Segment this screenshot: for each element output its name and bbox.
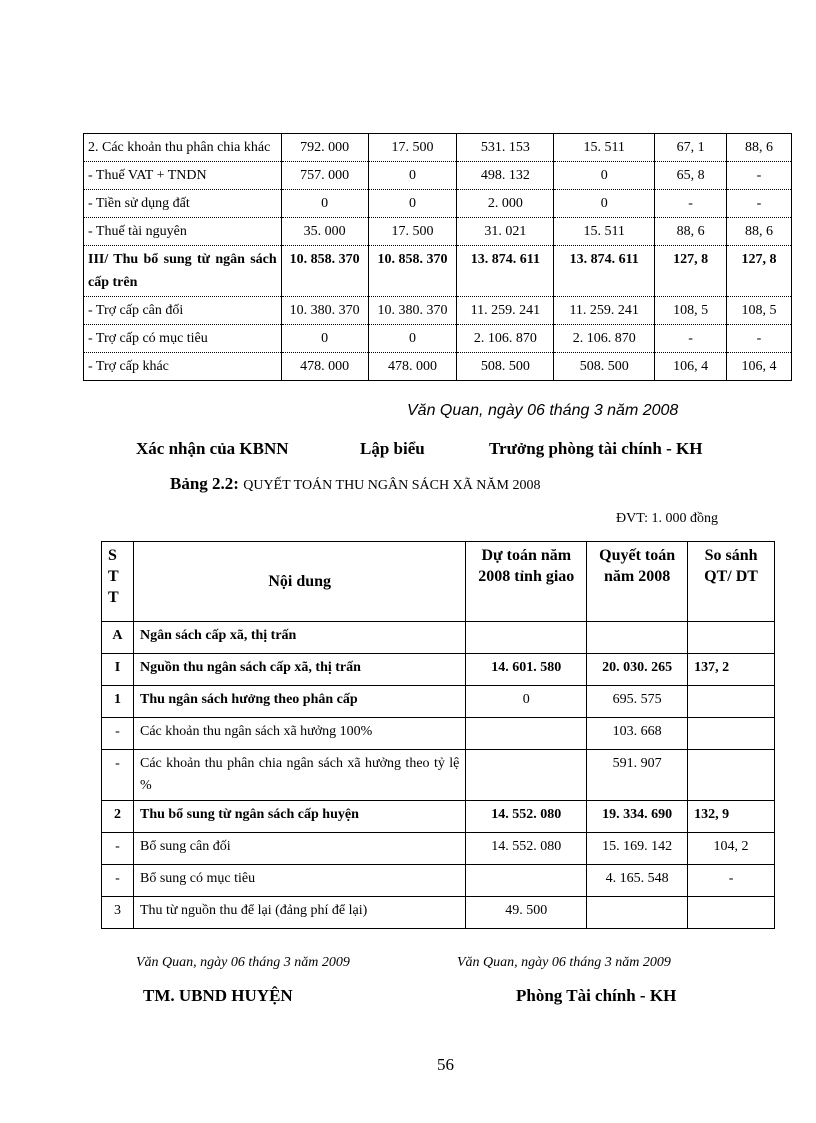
table2-cell-cmp: 132, 9 — [688, 801, 775, 833]
table1-row-label: - Thuế tài nguyên — [84, 218, 282, 246]
table1-cell-c1: 757. 000 — [281, 162, 368, 190]
table2-cell-stt: - — [102, 718, 134, 750]
table2-cell-label: Ngân sách cấp xã, thị trấn — [133, 622, 465, 654]
table1-cell-c3: 31. 021 — [457, 218, 554, 246]
table1-cell-c6: - — [727, 162, 792, 190]
table1-cell-c6: 106, 4 — [727, 353, 792, 381]
table1-row-label: - Tiền sử dụng đất — [84, 190, 282, 218]
table2-row — [102, 686, 775, 718]
table2-cell-label: Nguồn thu ngân sách cấp xã, thị trấn — [133, 654, 465, 686]
table2-cell-stt: 1 — [102, 686, 134, 718]
table1-cell-c3: 11. 259. 241 — [457, 297, 554, 325]
table2-cell-plan: 14. 552. 080 — [466, 833, 587, 865]
header-plan-text: Dự toán năm 2008 tỉnh giao — [478, 547, 575, 585]
table2-row — [102, 801, 775, 833]
table1-cell-c6: - — [727, 190, 792, 218]
table2-title — [170, 474, 540, 494]
table1-cell-c2: 0 — [368, 162, 457, 190]
header-content — [133, 542, 465, 622]
table1-row — [84, 134, 792, 162]
table1-cell-c6: - — [727, 325, 792, 353]
table2-title-prefix: Bảng 2.2: — [170, 474, 239, 493]
table1-cell-c2: 0 — [368, 190, 457, 218]
table2-cell-cmp — [688, 718, 775, 750]
table1-cell-c5: - — [655, 190, 727, 218]
table2-cell-label: Các khoản thu ngân sách xã hưởng 100% — [133, 718, 465, 750]
table1-cell-c4: 0 — [554, 190, 655, 218]
table1-cell-c6: 127, 8 — [727, 246, 792, 297]
table2-cell-stt: A — [102, 622, 134, 654]
table2-row — [102, 750, 775, 801]
header-plan — [466, 542, 587, 622]
table2-cell-label: Bổ sung cân đối — [133, 833, 465, 865]
sign-kbnn: Xác nhận của KBNN — [136, 439, 289, 458]
table1-row — [84, 218, 792, 246]
table2-cell-stt: - — [102, 833, 134, 865]
table1-cell-c3: 13. 874. 611 — [457, 246, 554, 297]
table1-row-label: III/ Thu bổ sung từ ngân sách cấp trên — [84, 246, 282, 297]
table2-cell-plan — [466, 865, 587, 897]
table2-cell-label: Bổ sung có mục tiêu — [133, 865, 465, 897]
table1-row — [84, 246, 792, 297]
table2-cell-plan: 49. 500 — [466, 897, 587, 929]
table2-cell-label: Thu bổ sung từ ngân sách cấp huyện — [133, 801, 465, 833]
table2-cell-final: 4. 165. 548 — [587, 865, 688, 897]
table1-cell-c6: 88, 6 — [727, 218, 792, 246]
table1-cell-c4: 2. 106. 870 — [554, 325, 655, 353]
date-line-1: Văn Quan, ngày 06 tháng 3 năm 2008 — [407, 402, 679, 419]
table1-cell-c5: 88, 6 — [655, 218, 727, 246]
table2-row — [102, 865, 775, 897]
table1-cell-c2: 478. 000 — [368, 353, 457, 381]
table2-row — [102, 897, 775, 929]
table2-cell-label: Thu từ nguồn thu để lại (đảng phí để lại) — [133, 897, 465, 929]
unit-label: ĐVT: 1. 000 đồng — [616, 511, 718, 526]
table2-row — [102, 622, 775, 654]
table1-cell-c4: 508. 500 — [554, 353, 655, 381]
header-compare-text: So sánh QT/ DT — [704, 547, 758, 585]
budget-table-2 — [101, 541, 775, 929]
table2-cell-cmp — [688, 750, 775, 801]
table1-row-label: - Trợ cấp cân đối — [84, 297, 282, 325]
table1-row — [84, 325, 792, 353]
table1-row — [84, 353, 792, 381]
table2-cell-plan: 14. 601. 580 — [466, 654, 587, 686]
sign-truong-phong: Trưởng phòng tài chính - KH — [489, 439, 703, 458]
page-number: 56 — [437, 1055, 454, 1074]
table2-cell-stt: I — [102, 654, 134, 686]
table1-cell-c5: 106, 4 — [655, 353, 727, 381]
table1-cell-c1: 0 — [281, 325, 368, 353]
table2-cell-plan — [466, 718, 587, 750]
table1-cell-c2: 17. 500 — [368, 218, 457, 246]
table1-row-label: 2. Các khoản thu phân chia khác — [84, 134, 282, 162]
table2-cell-final: 19. 334. 690 — [587, 801, 688, 833]
table1-cell-c1: 0 — [281, 190, 368, 218]
table1-row — [84, 190, 792, 218]
table2-cell-cmp — [688, 622, 775, 654]
table2-cell-label: Các khoản thu phân chia ngân sách xã hưởng theo tỷ lệ % — [133, 750, 465, 801]
table1-cell-c5: 127, 8 — [655, 246, 727, 297]
header-final-text: Quyết toán năm 2008 — [599, 547, 676, 585]
table1-cell-c2: 10. 380. 370 — [368, 297, 457, 325]
table2-cell-cmp — [688, 897, 775, 929]
table2-cell-label: Thu ngân sách hưởng theo phân cấp — [133, 686, 465, 718]
table1-cell-c1: 792. 000 — [281, 134, 368, 162]
table2-title-text: QUYẾT TOÁN THU NGÂN SÁCH XÃ NĂM 2008 — [243, 478, 541, 493]
table1-row-label: - Trợ cấp khác — [84, 353, 282, 381]
table1-cell-c5: - — [655, 325, 727, 353]
table1-row-label: - Thuế VAT + TNDN — [84, 162, 282, 190]
table1-row — [84, 297, 792, 325]
table1-cell-c3: 508. 500 — [457, 353, 554, 381]
table2-row — [102, 718, 775, 750]
table1-cell-c2: 10. 858. 370 — [368, 246, 457, 297]
date-line-2a: Văn Quan, ngày 06 tháng 3 năm 2009 — [136, 955, 350, 970]
table1-cell-c5: 65, 8 — [655, 162, 727, 190]
table2-row — [102, 833, 775, 865]
table1-cell-c1: 10. 380. 370 — [281, 297, 368, 325]
header-final — [587, 542, 688, 622]
sign-lap-bieu: Lập biểu — [360, 439, 425, 458]
table1-cell-c2: 17. 500 — [368, 134, 457, 162]
table1-row-label: - Trợ cấp có mục tiêu — [84, 325, 282, 353]
table1-cell-c1: 35. 000 — [281, 218, 368, 246]
table1-cell-c4: 13. 874. 611 — [554, 246, 655, 297]
table2-cell-stt: - — [102, 865, 134, 897]
date-line-2b: Văn Quan, ngày 06 tháng 3 năm 2009 — [457, 955, 671, 970]
table2-cell-plan — [466, 622, 587, 654]
table1-cell-c4: 15. 511 — [554, 134, 655, 162]
table2-row — [102, 654, 775, 686]
table1-row — [84, 162, 792, 190]
table2-cell-stt: - — [102, 750, 134, 801]
sign-ubnd: TM. UBND HUYỆN — [143, 986, 293, 1005]
table2-cell-final — [587, 897, 688, 929]
table2-cell-cmp — [688, 686, 775, 718]
table1-cell-c4: 0 — [554, 162, 655, 190]
table2-cell-final — [587, 622, 688, 654]
table2-cell-final: 20. 030. 265 — [587, 654, 688, 686]
table2-cell-final: 103. 668 — [587, 718, 688, 750]
table1-cell-c4: 15. 511 — [554, 218, 655, 246]
table1-cell-c4: 11. 259. 241 — [554, 297, 655, 325]
table1-cell-c3: 498. 132 — [457, 162, 554, 190]
table1-cell-c3: 531. 153 — [457, 134, 554, 162]
header-compare — [688, 542, 775, 622]
budget-table-1 — [83, 133, 792, 381]
table2-cell-final: 15. 169. 142 — [587, 833, 688, 865]
table1-cell-c5: 67, 1 — [655, 134, 727, 162]
header-stt-text: S T T — [108, 547, 119, 606]
table2-cell-final: 695. 575 — [587, 686, 688, 718]
table2-cell-cmp: 137, 2 — [688, 654, 775, 686]
table2-cell-cmp: 104, 2 — [688, 833, 775, 865]
table1-cell-c2: 0 — [368, 325, 457, 353]
table1-cell-c5: 108, 5 — [655, 297, 727, 325]
header-content-text: Nội dung — [268, 573, 332, 590]
table1-cell-c6: 108, 5 — [727, 297, 792, 325]
table2-cell-plan: 0 — [466, 686, 587, 718]
table1-cell-c3: 2. 000 — [457, 190, 554, 218]
table1-cell-c3: 2. 106. 870 — [457, 325, 554, 353]
sign-phong-tc: Phòng Tài chính - KH — [516, 986, 677, 1005]
table2-cell-stt: 2 — [102, 801, 134, 833]
header-stt — [102, 542, 134, 622]
table2-cell-stt: 3 — [102, 897, 134, 929]
table2-cell-plan: 14. 552. 080 — [466, 801, 587, 833]
table1-cell-c1: 478. 000 — [281, 353, 368, 381]
table2-cell-final: 591. 907 — [587, 750, 688, 801]
table2-cell-cmp: - — [688, 865, 775, 897]
table2-cell-plan — [466, 750, 587, 801]
table1-cell-c6: 88, 6 — [727, 134, 792, 162]
table1-cell-c1: 10. 858. 370 — [281, 246, 368, 297]
